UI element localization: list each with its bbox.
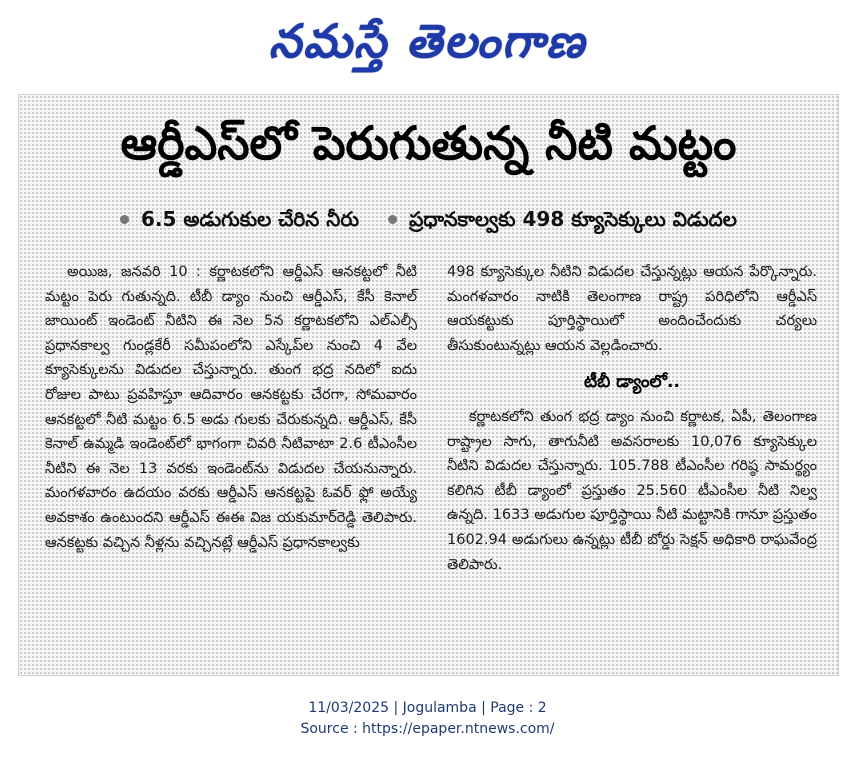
bullet-icon <box>388 215 397 224</box>
bullet-icon <box>120 215 129 224</box>
subhead-2: ప్రధానకాల్వకు 498 క్యూసెక్కులు విడుదల <box>409 207 737 231</box>
article-subheads <box>19 207 838 236</box>
article-left-column <box>45 260 417 555</box>
side-heading: టీబీ డ్యాంలో.. <box>584 372 680 393</box>
left-column-text: అయిజ, జనవరి 10 : కర్ణాటకలోని ఆర్డీఎస్ ఆనకట్టలో నీటి మట్టం పెరు గుతున్నది. టీబీ డ్యాం నుంచి ఆర్డీఎస్, కేసీ కెనాల్ జాయింట్ ఇండెంట్ నీటిని ఈ నెల 5న కర్ణాటకలోని ఎల్ఎల్సీ ప్రధానకాల్వ గుండ్లకేరీ సమీపంలోని ఎస్కేప్‌ల నుంచి 4 వేల క్యూసెక్కులను విడుదల చేస్తున్నారు. తుంగ భద్ర నదిలో ఐదు రోజుల పాటు ప్రవహిస్తూ ఆదివారం ఆనకట్టకు చేరగా, సోమవారం ఆనకట్టలో నీటి మట్టం 6.5 అడు గులకు చేరుకున్నది. ఆర్డీఎస్, కేసీ కెనాల్ ఉమ్మడి ఇండెంట్‌లో భాగంగా చివరి నీటివాటా 2.6 టీఎంసీల నీటిని ఈ నెల 13 వరకు ఇండెంట్‌ను విడుదల చేయనున్నారు. మంగళవారం ఉదయం వరకు ఆర్డీఎస్ ఆనకట్టపై ఓవర్ ఫ్లో అయ్యే అవకాశం ఉంటుందని ఆర్డీఎస్ ఈఈ విజ యకుమార్‌రెడ్డి తెలిపారు. ఆనకట్టకు వచ్చిన నీళ్లను వచ్చినట్లే ఆర్డీఎస్ ప్రధానకాల్వకు <box>45 264 417 551</box>
right-column-top-text: 498 క్యూసెక్కుల నీటిని విడుదల చేస్తున్నట్లు ఆయన పేర్కొన్నారు. మంగళవారం నాటికి తెలంగాణ రాష్ట్ర పరిధిలోని ఆర్డీఎస్ ఆయకట్టుకు పూర్తిస్థాయిలో అందించేందుకు చర్యలు తీసుకుంటున్నట్లు ఆయన వెల్లడించారు. <box>447 264 817 354</box>
newspaper-logo: నమస్తే తెలంగాణ <box>268 14 587 68</box>
newspaper-masthead <box>0 6 855 76</box>
subhead-1: 6.5 అడుగుకుల చేరిన నీరు <box>141 207 360 231</box>
footer-source: Source : https://epaper.ntnews.com/ <box>300 721 555 737</box>
news-clipping <box>18 94 839 676</box>
article-right-column <box>447 260 817 577</box>
footer-info: 11/03/2025 | Jogulamba | Page : 2 <box>308 700 547 716</box>
article-headline: ఆర్డీఎస్‌లో పెరుగుతున్న నీటి మట్టం <box>120 116 737 170</box>
right-column-bottom-text: కర్ణాటకలోని తుంగ భద్ర డ్యాం నుంచి కర్ణాటక, ఏపీ, తెలంగాణ రాష్ట్రాల సాగు, తాగునీటి అవసరాలకు 10,076 క్యూసెక్కుల నీటిని విడుదల చేస్తున్నారు. 105.788 టీఎంసీల గరిష్ఠ సామర్థ్యం కలిగిన టీబీ డ్యాంలో ప్రస్తుతం 25.560 టీఎంసీల నీటి నిల్వ ఉన్నది. 1633 అడుగుల పూర్తిస్థాయి నీటి మట్టానికి గానూ ప్రస్తుతం 1602.94 అడుగులు ఉన్నట్లు టీబీ బోర్డు సెక్షన్ అధికారి రాఘవేంద్ర తెలిపారు. <box>447 408 817 573</box>
